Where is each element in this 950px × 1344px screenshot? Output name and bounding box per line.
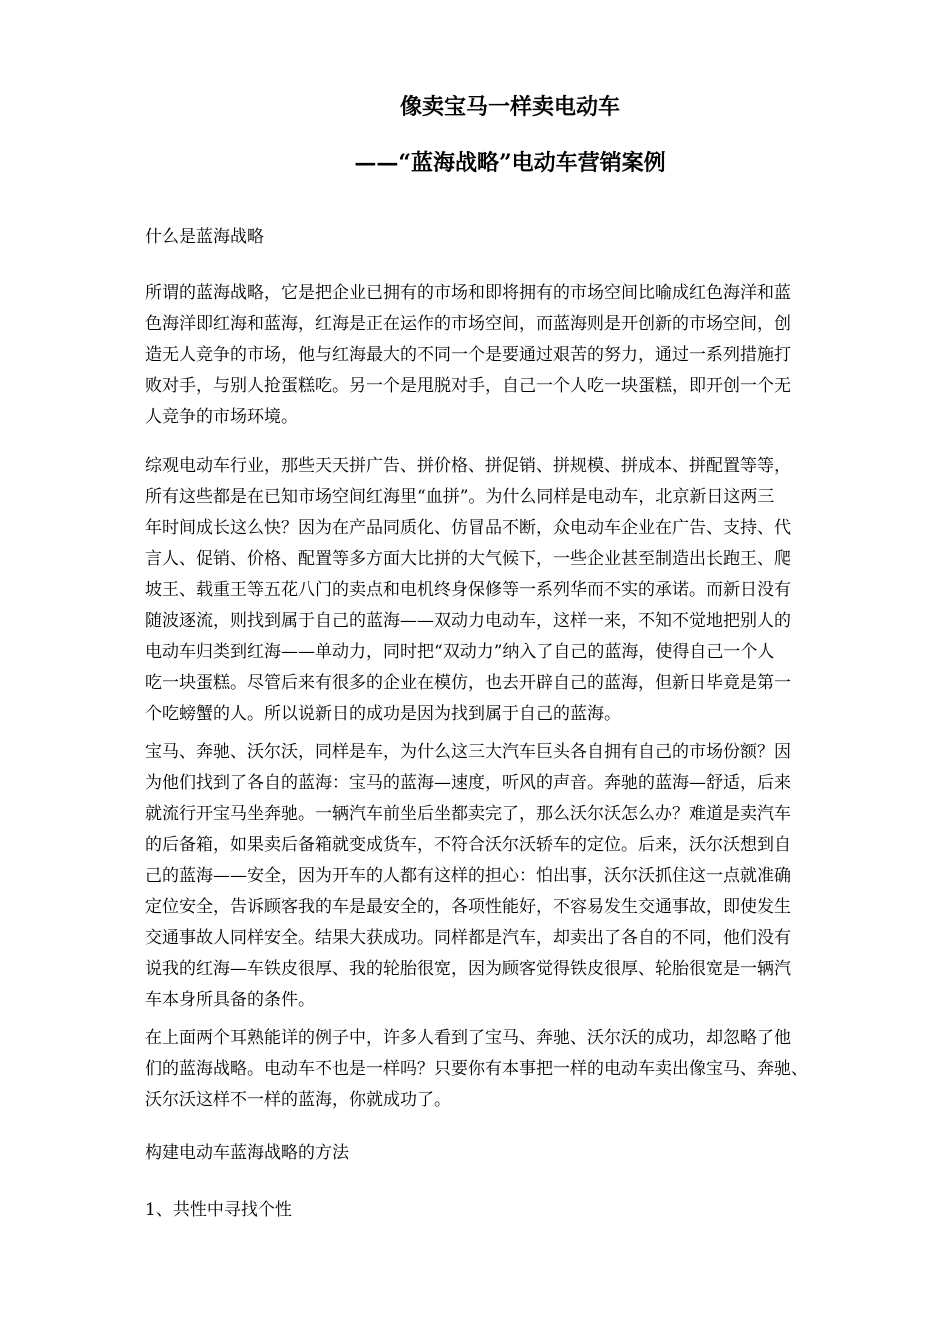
paragraph-line: 随波逐流，则找到属于自己的蓝海——双动力电动车，这样一来，不知不觉地把别人的 [145,611,791,631]
section-heading-methods: 构建电动车蓝海战略的方法 [145,1143,349,1163]
paragraph-line: 己的蓝海——安全，因为开车的人都有这样的担心：怕出事，沃尔沃抓住这一点就准确 [145,866,791,886]
document-subtitle: ——“蓝海战略”电动车营销案例 [354,150,666,176]
paragraph-line: 坡王、载重王等五花八门的卖点和电机终身保修等一系列华而不实的承诺。而新日没有 [145,580,791,600]
paragraph-line: 的后备箱，如果卖后备箱就变成货车，不符合沃尔沃轿车的定位。后来，沃尔沃想到自 [145,835,791,855]
paragraph-line: 为他们找到了各自的蓝海：宝马的蓝海—速度，听风的声音。奔驰的蓝海—舒适，后来 [145,773,791,793]
paragraph-line: 车本身所具备的条件。 [145,990,315,1010]
paragraph-line: 宝马、奔驰、沃尔沃，同样是车，为什么这三大汽车巨头各自拥有自己的市场份额？因 [145,742,791,762]
paragraph-line: 所谓的蓝海战略，它是把企业已拥有的市场和即将拥有的市场空间比喻成红色海洋和蓝 [145,283,791,303]
document-title: 像卖宝马一样卖电动车 [399,94,620,120]
paragraph-line: 就流行开宝马坐奔驰。一辆汽车前坐后坐都卖完了，那么沃尔沃怎么办？难道是卖汽车 [145,804,791,824]
section-heading-what-is-blue-ocean: 什么是蓝海战略 [145,227,264,247]
paragraph-line: 综观电动车行业，那些天天拼广告、拼价格、拼促销、拼规模、拼成本、拼配置等等， [145,456,791,476]
paragraph-2 [145,451,880,730]
list-item-heading-1: 1、共性中寻找个性 [145,1200,292,1220]
paragraph-4 [145,1023,880,1116]
paragraph-3 [145,737,880,1016]
paragraph-line: 色海洋即红海和蓝海，红海是正在运作的市场空间，而蓝海则是开创新的市场空间，创 [145,314,791,334]
paragraph-line: 定位安全，告诉顾客我的车是最安全的，各项性能好，不容易发生交通事故，即使发生 [145,897,791,917]
paragraph-line: 电动车归类到红海——单动力，同时把“双动力”纳入了自己的蓝海，使得自己一个人 [145,642,775,662]
paragraph-line: 个吃螃蟹的人。所以说新日的成功是因为找到属于自己的蓝海。 [145,704,621,724]
paragraph-line: 在上面两个耳熟能详的例子中，许多人看到了宝马、奔驰、沃尔沃的成功，却忽略了他 [145,1028,791,1048]
paragraph-line: 年时间成长这么快？因为在产品同质化、仿冒品不断，众电动车企业在广告、支持、代 [145,518,791,538]
paragraph-line: 所有这些都是在已知市场空间红海里“血拼”。为什么同样是电动车，北京新日这两三 [145,487,775,507]
paragraph-line: 造无人竞争的市场，他与红海最大的不同一个是要通过艰苦的努力，通过一系列措施打 [145,345,791,365]
paragraph-line: 言人、促销、价格、配置等多方面大比拼的大气候下，一些企业甚至制造出长跑王、爬 [145,549,791,569]
paragraph-line: 交通事故人同样安全。结果大获成功。同样都是汽车，却卖出了各自的不同，他们没有 [145,928,791,948]
paragraph-line: 沃尔沃这样不一样的蓝海，你就成功了。 [145,1090,451,1110]
paragraph-line: 吃一块蛋糕。尽管后来有很多的企业在模仿，也去开辟自己的蓝海，但新日毕竟是第一 [145,673,791,693]
paragraph-line: 人竞争的市场环境。 [145,407,298,427]
paragraph-1 [145,278,880,433]
paragraph-line: 败对手，与别人抢蛋糕吃。另一个是甩脱对手，自己一个人吃一块蛋糕，即开创一个无 [145,376,791,396]
paragraph-line: 们的蓝海战略。电动车不也是一样吗？只要你有本事把一样的电动车卖出像宝马、奔驰、 [145,1059,808,1079]
paragraph-line: 说我的红海—车铁皮很厚、我的轮胎很宽，因为顾客觉得铁皮很厚、轮胎很宽是一辆汽 [145,959,791,979]
